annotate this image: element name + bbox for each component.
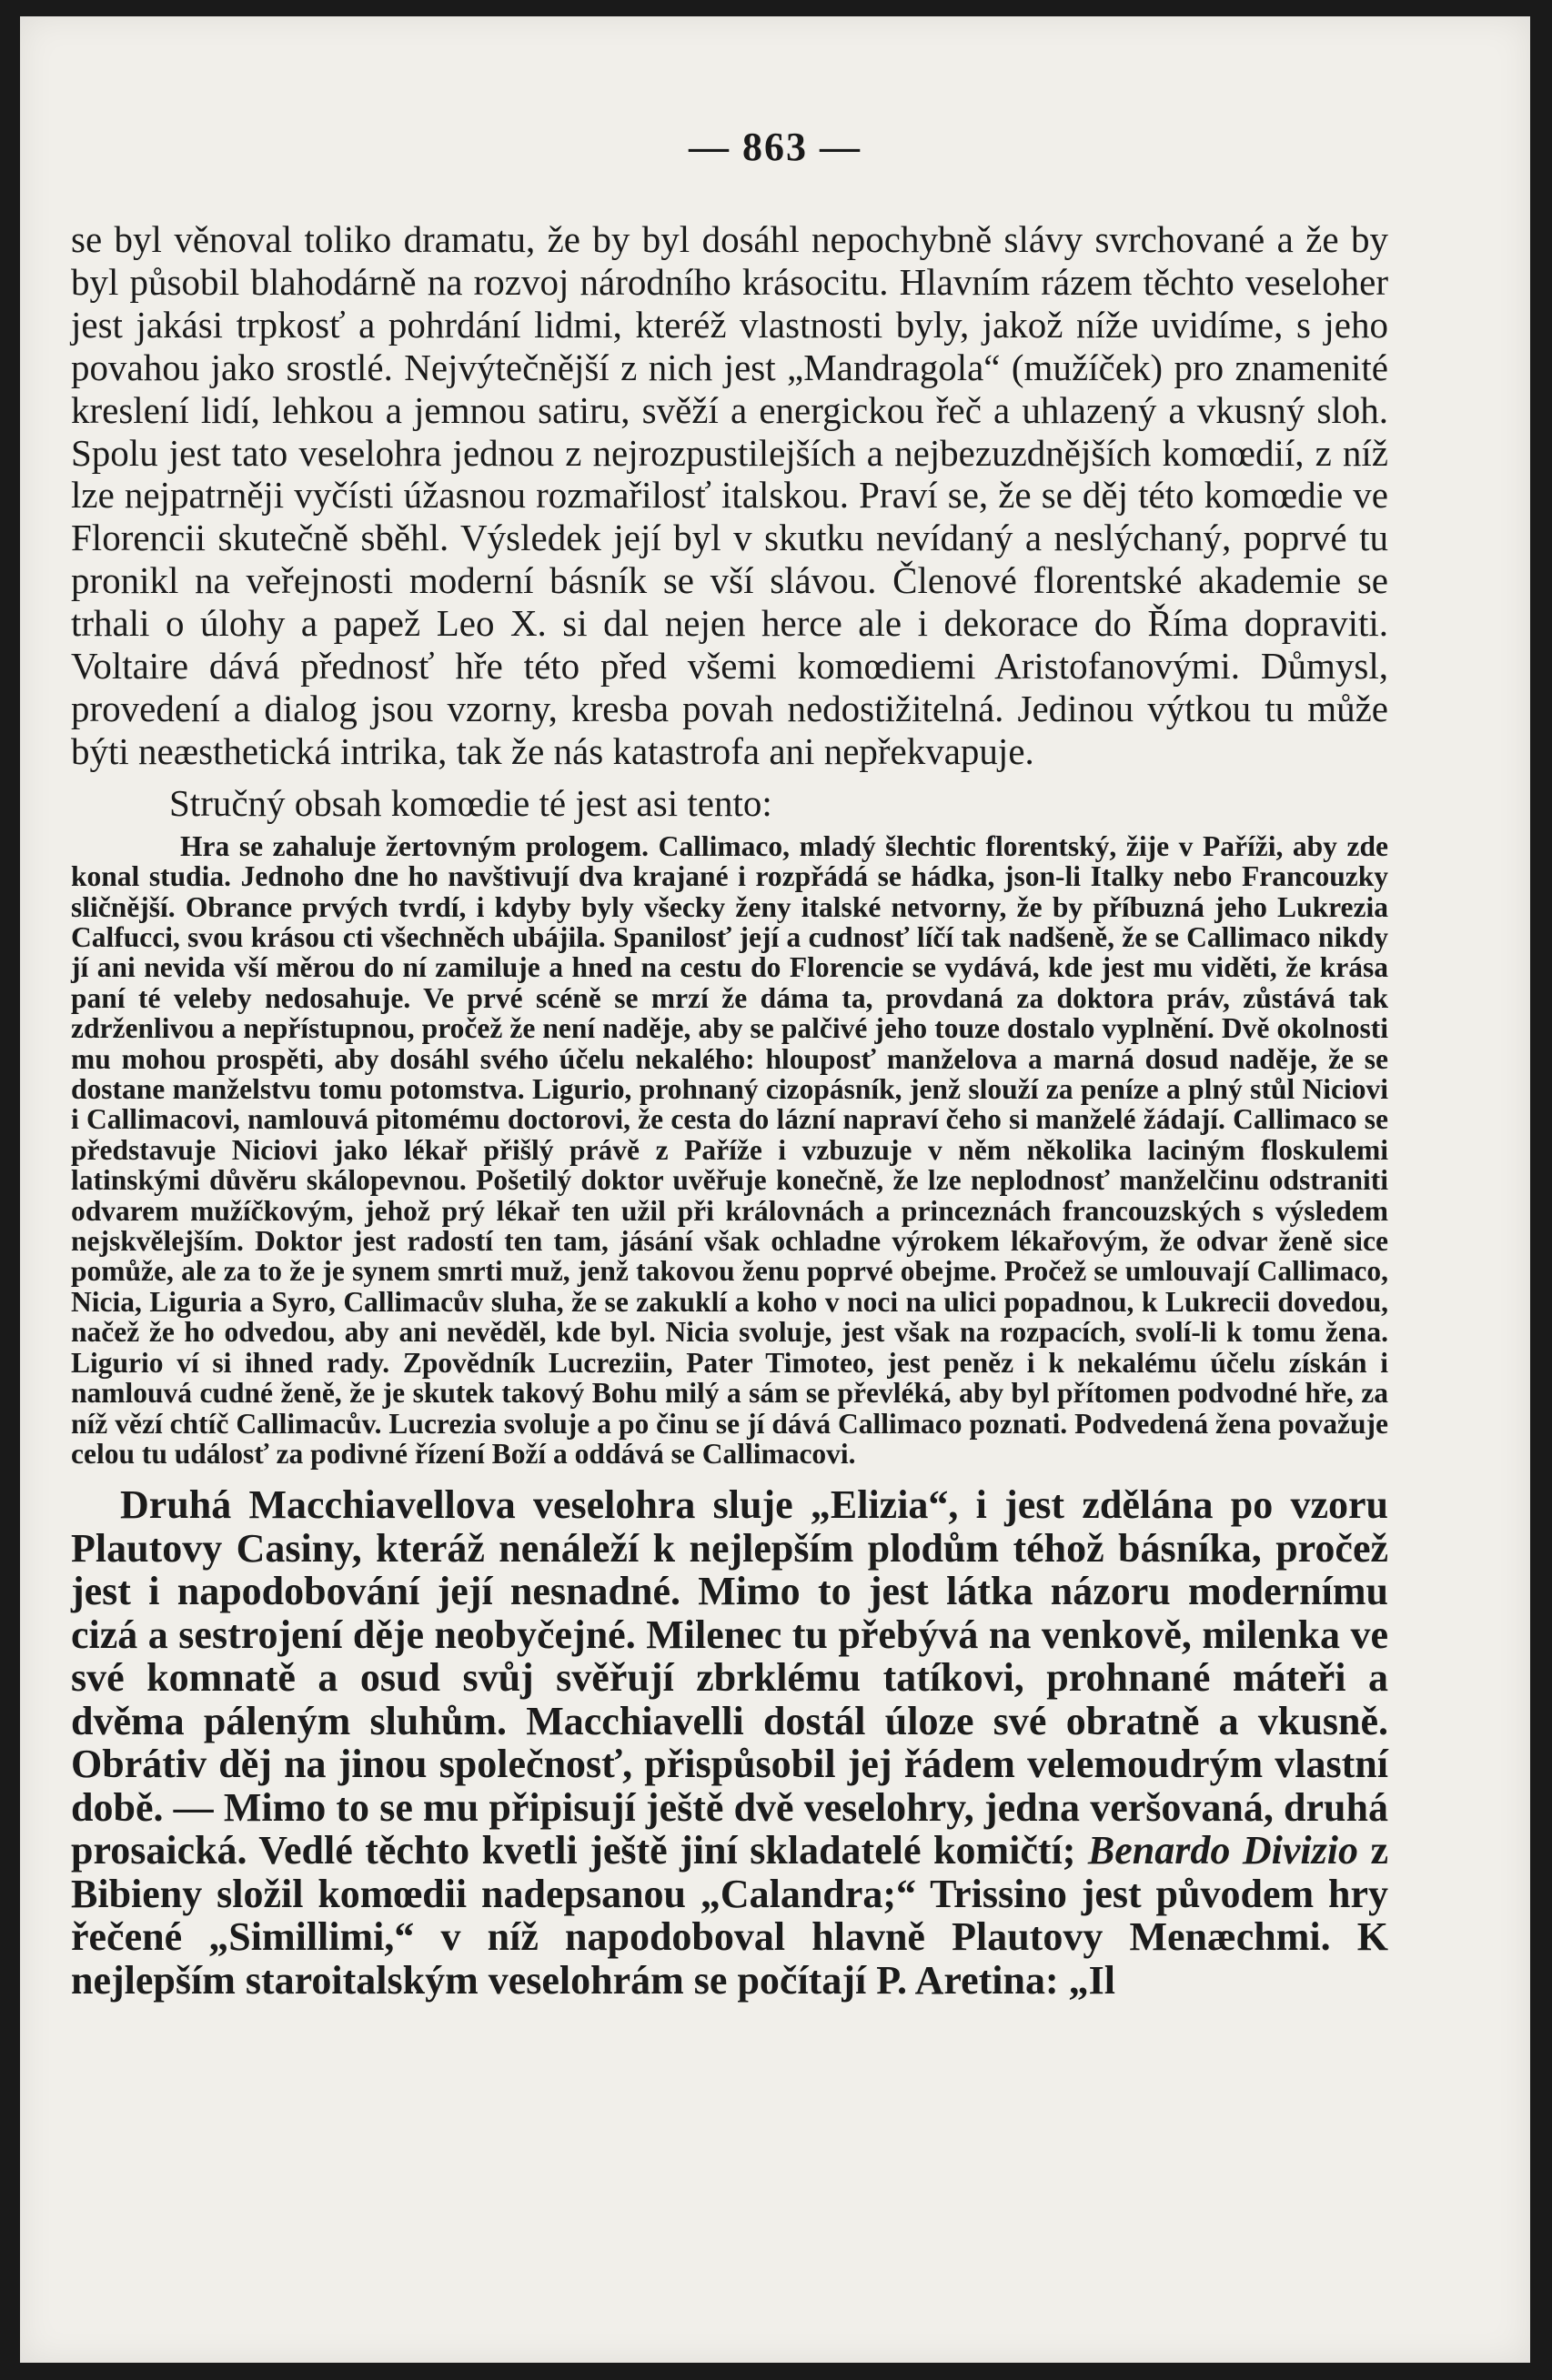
summary-text: Callimaco, mladý šlechtic florentský, žije v Paříži, aby zde konal studia. Jednoho dne ho navštivují dva krajané i rozpřádá se hádka, json-li Italky nebo Francouzky sličnější. Obrance prvých tvrdí, i kdyby byly všecky ženy italské netvorny, že by příbuzná jeho Lukrezia Calfucci, svou krásou cti všechněch ubájila. Spanilosť její a cudnosť líčí tak nadšeně, že se Callimaco nikdy jí ani nevida vší měrou do ní zamiluje a hned na cestu do Florencie se vydává, kde jest mu viděti, že krása paní té veleby nedosahuje. Ve prvé scéně se mrzí že dáma ta, provdaná za doktora práv, zůstává tak zdrženlivou a nepřístupnou, pročež že není naděje, aby se palčivé jeho touze dostalo vyplnění. Dvě okolnosti mu mohou prospěti, aby dosáhl svého účelu nekalého: hlouposť manželova a marná dosud naděje, že se dostane manželstvu tomu potomstva. Ligurio, prohnaný cizopásník, jenž slouží za peníze a plný stůl Niciovi i Callimacovi, namlouvá pitomému doctorovi, že cesta do lázní napraví čeho si manželé žádají. Callimaco se představuje Niciovi jako lékař přišlý právě z Paříže i vzbuzuje v něm několika laciným floskulemi latinskými důvěru skálopevnou. Pošetilý doktor uvěřuje konečně, že lze neplodnosť manželčinu odstraniti odvarem mužíčkovým, jehož prý lékař ten užil při královnách a princeznách francouzských s výsledem nejskvělejším. Doktor jest radostí ten tam, jásání však ochladne výrokem lékařovým, že odvar ženě sice pomůže, ale za to že je synem smrti muž, jenž takovou ženu poprvé obejme. Pročež se umlouvají Callimaco, Nicia, Liguria a Syro, Callimacův sluha, že se zakuklí a koho v noci na ulici popadnou, k Lukrecii dovedou, načež že ho odvedou, aby ani nevěděl, kde byl. Nicia svoluje, jest však na rozpacích, svolí-li k tomu žena. Ligurio ví si ihned rady. Zpovědník Lucreziin, Pater Timoteo, jest peněz i k nekalému účelu získán i namlouvá cudné ženě, že je skutek takový Bohu milý a sám se převléká, aby byl přítomen podvodné hře, za níž vězí chtíč Callimacův. Lucrezia svoluje a po činu se jí dává Callimaco poznati. Podvedená žena považuje celou tu událosť za podivné řízení Boží a oddává se Callimacovi. (71, 829, 1389, 1470)
summary-heading: Stručný obsah komœdie té jest asi tento: (169, 781, 772, 824)
page-body (71, 218, 1388, 2002)
paragraph-mandragola: se byl věnoval toliko dramatu, že by byl dosáhl nepochybně slávy svrchované a že by byl působil blahodárně na rozvoj národního krásocitu. Hlavním rázem těchto veseloher jest jakási trpkosť a pohrdání lidmi, kteréž vlastnosti byly, jakož níže uvidíme, s jeho povahou jako srostlé. Nejvýtečnější z nich jest „Mandragola“ (mužíček) pro znamenité kreslení lidí, lehkou a jemnou satiru, svěží a energickou řeč a uhlazený a vkusný sloh. Spolu jest tato veselohra jednou z nejrozpustilejších a nejbezuzdnějších komœdií, z níž lze nejpatrněji vyčísti úžasnou rozmařilosť italskou. Praví se, že se děj této komœdie ve Florencii skutečně sběhl. Výsledek její byl v skutku nevídaný a neslýchaný, poprvé tu pronikl na veřejnosti moderní básník se vší slávou. Členové florentské akademie se trhali o úlohy a papež Leo X. si dal nejen herce ale i dekorace do Říma dopraviti. Voltaire dává přednosť hře této před všemi komœdiemi Aristofanovými. Důmysl, provedení a dialog jsou vzorny, kresba povah nedostižitelná. Jedinou výtkou tu může býti neæsthetická intrika, tak že nás katastrofa ani nepřekvapuje. (71, 218, 1388, 772)
paragraph-elizia (71, 1483, 1388, 2002)
paragraph-elizia-part-a: Macchiavellova veselohra sluje „Elizia“, i jest zdělána po vzoru Plautovy Casiny, kteráž nenáleží k nejlepším plodům téhož básníka, pročež jest i napodobování její nesnadné. Mimo to jest látka názoru modernímu cizá a sestrojení děje neobyčejné. Milenec tu přebývá na venkově, milenka ve své komnatě a osud svůj svěřují zbrklému tatíkovi, prohnané máteři a dvěma páleným sluhům. Macchiavelli dostál úloze své obratně a vkusně. Obrátiv děj na jinou společnosť, přispůsobil jej řádem velemoudrým vlastní době. — Mimo to se mu připisují ještě dvě veselohry, jedna veršovaná, druhá prosaická. Vedlé těchto kvetli ještě jiní skladatelé komičtí; (71, 1482, 1389, 1873)
author-name-benardo-divizio: Benardo Divizio (1087, 1828, 1358, 1873)
paragraph-first-word: Druhá (120, 1482, 232, 1528)
page-number: — 863 — (689, 125, 862, 169)
summary-lead: Hra se zahaluje žertovným prologem. (180, 829, 650, 862)
plot-summary (71, 831, 1388, 1470)
book-page (20, 16, 1530, 2363)
paragraph-elizia-part-b: z Bibieny složil komœdii nadepsanou „Calandra;“ Trissino jest původem hry řečené „Simillimi,“ v níž napodoboval hlavně Plautovy Menæchmi. K nejlepším staroitalským veselohrám se počítají P. Aretina: „Il (71, 1828, 1389, 2003)
